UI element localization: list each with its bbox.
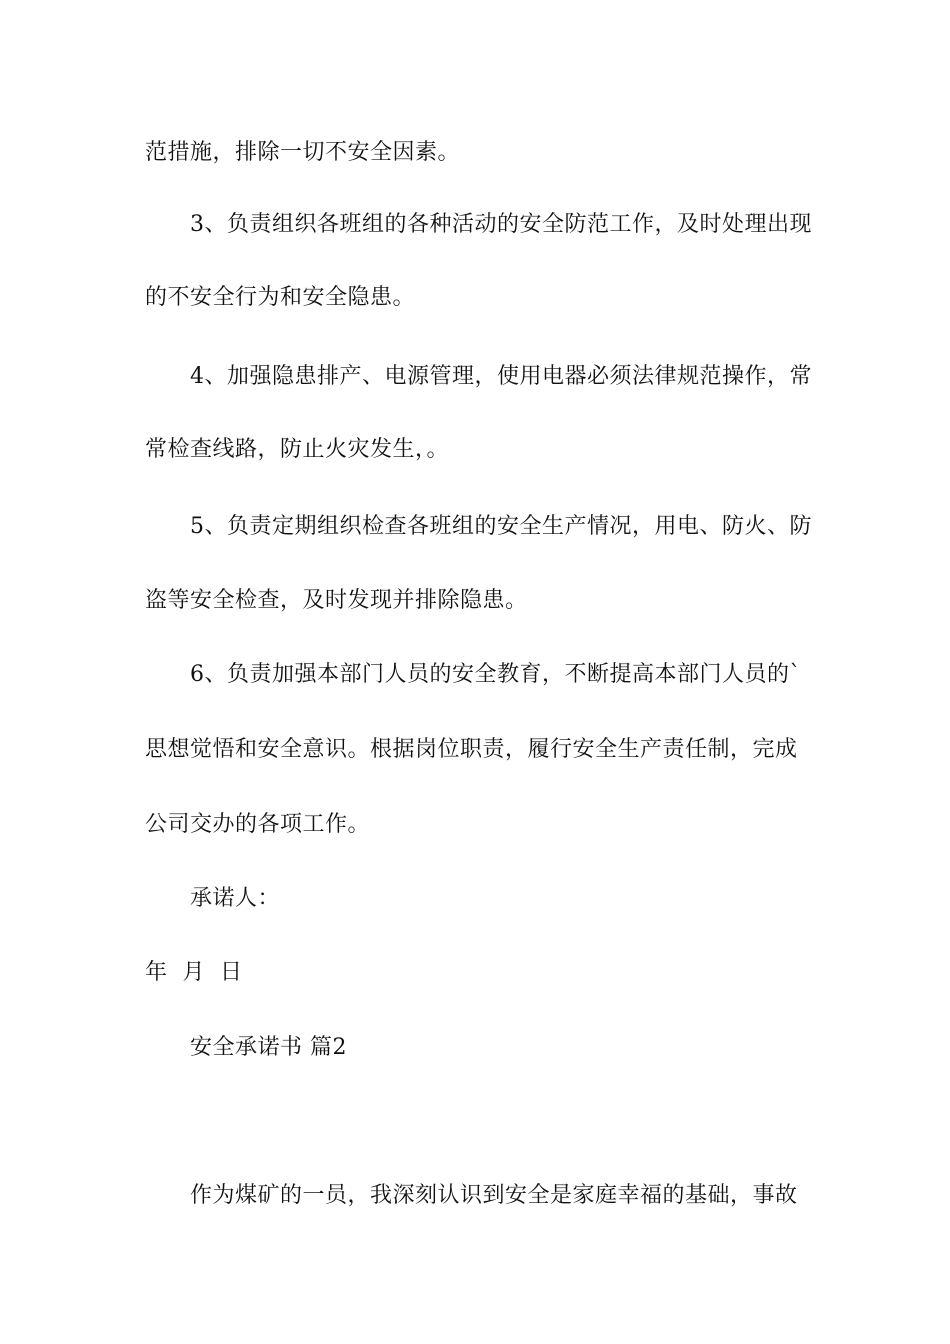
date-line: 年 月 日 (145, 960, 243, 985)
paragraph-line: 6、负责加强本部门人员的安全教育，不断提高本部门人员的` (190, 662, 801, 687)
paragraph-line: 5、负责定期组织检查各班组的安全生产情况，用电、防火、防 (190, 514, 812, 539)
paragraph-line: 常检查线路，防止火灾发生，。 (145, 437, 450, 462)
paragraph-line: 的不安全行为和安全隐患。 (145, 285, 416, 310)
paragraph-line: 范措施，排除一切不安全因素。 (145, 140, 461, 165)
paragraph-line: 3、负责组织各班组的各种活动的安全防范工作，及时处理出现 (190, 212, 812, 237)
signature-label: 承诺人： (190, 886, 281, 911)
paragraph-line: 思想觉悟和安全意识。根据岗位职责，履行安全生产责任制，完成 (145, 737, 798, 762)
paragraph-line: 4、加强隐患排产、电源管理，使用电器必须法律规范操作，常 (190, 364, 812, 389)
paragraph-line: 公司交办的各项工作。 (145, 812, 371, 837)
paragraph-line: 盗等安全检查，及时发现并排除隐患。 (145, 588, 528, 613)
paragraph-line: 作为煤矿的一员，我深刻认识到安全是家庭幸福的基础，事故 (190, 1183, 798, 1208)
section-heading: 安全承诺书 篇2 (190, 1035, 347, 1060)
